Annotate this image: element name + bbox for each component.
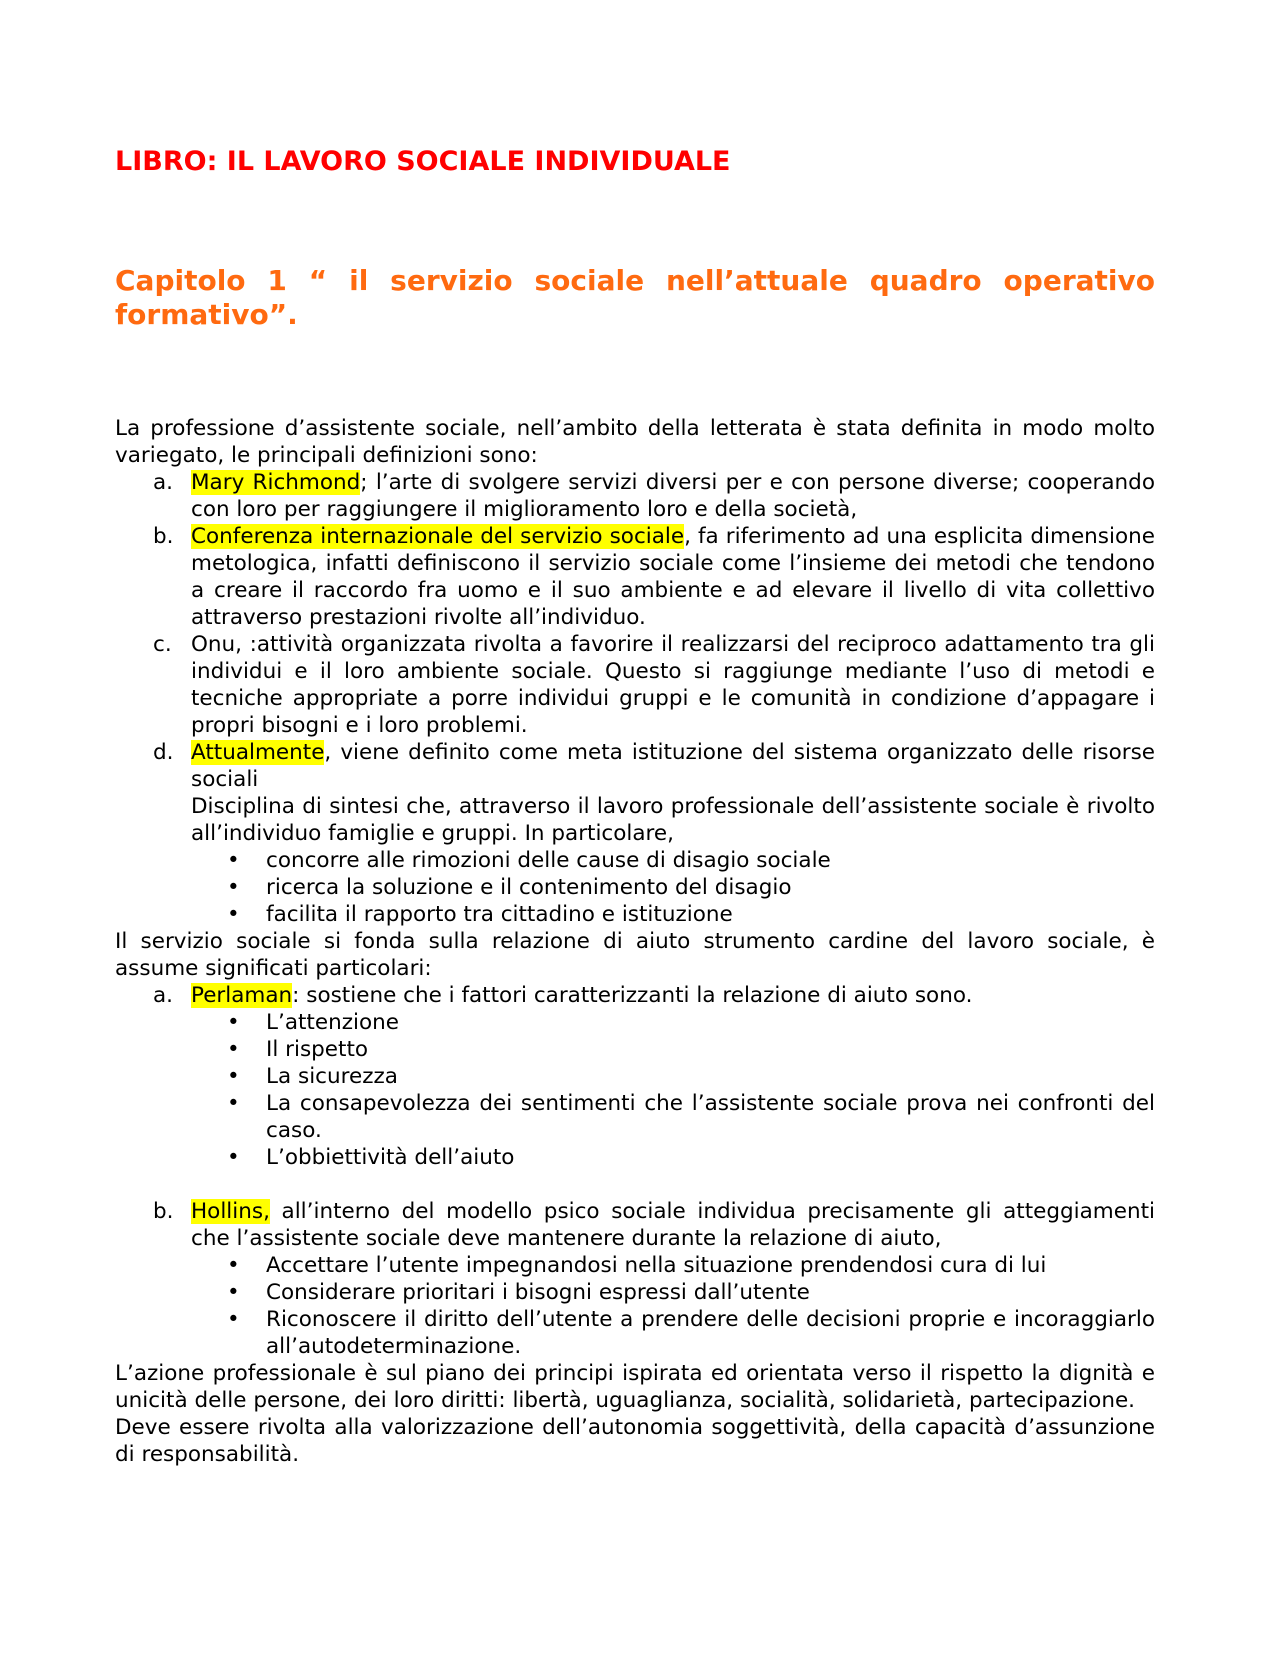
highlighted-term: Conferenza internazionale del servizio sociale (191, 524, 685, 549)
list-item: • Accettare l’utente impegnandosi nella situazione prendendosi cura di lui (227, 1253, 1047, 1278)
intro-paragraph: La professione d’assistente sociale, nell’ambito della letterata è stata definita in modo molto variegato, le principali definizioni sono: (115, 416, 1155, 468)
list-marker: c. (153, 632, 172, 657)
bullet-icon: • (227, 1145, 240, 1170)
list-item: • L’attenzione (227, 1010, 399, 1035)
list-item: • La consapevolezza dei sentimenti che l’assistente sociale prova nei confronti del caso. (227, 1091, 1155, 1143)
list-item: • La sicurezza (227, 1064, 398, 1089)
list-item: • Il rispetto (227, 1037, 369, 1062)
closing-paragraph-1: L’azione professionale è sul piano dei principi ispirata ed orientata verso il rispetto la dignità e unicità delle persone, dei loro diritti: libertà, uguaglianza, socialità, solidarietà, partecipazione. (115, 1361, 1155, 1413)
definition-text: : sostiene che i fattori caratterizzanti la relazione di aiuto sono. (292, 983, 973, 1008)
list-item: • concorre alle rimozioni delle cause di disagio sociale (227, 848, 831, 873)
definition-text: ; l’arte di svolgere servizi diversi per e con persone diverse; cooperando con loro per raggiungere il miglioramento loro e della società, (191, 470, 1155, 522)
list-item: • ricerca la soluzione e il contenimento del disagio (227, 875, 792, 900)
highlighted-term: Hollins, (191, 1199, 270, 1224)
bullet-icon: • (227, 902, 240, 927)
highlighted-term: Mary Richmond (191, 470, 361, 495)
bullet-icon: • (227, 1010, 240, 1035)
perlaman-item (115, 982, 1155, 1009)
synthesis-paragraph: Disciplina di sintesi che, attraverso il lavoro professionale dell’assistente sociale è rivolto all’individuo famiglie e gruppi. In particolare, (191, 794, 1155, 846)
bullet-icon: • (227, 1037, 240, 1062)
highlighted-term: Attualmente (191, 740, 325, 765)
blank-line (115, 1171, 1155, 1198)
list-item: • facilita il rapporto tra cittadino e istituzione (227, 902, 733, 927)
list-marker: a. (153, 983, 174, 1008)
definition-text: all’interno del modello psico sociale individua precisamente gli atteggiamenti che l’assistente sociale deve mantenere durante la relazione di aiuto, (191, 1199, 1155, 1251)
list-item: • Considerare prioritari i bisogni espressi dall’utente (227, 1280, 810, 1305)
definition-text: , viene definito come meta istituzione del sistema organizzato delle risorse sociali (191, 740, 1155, 792)
list-item: • Riconoscere il diritto dell’utente a prendere delle decisioni proprie e incoraggiarlo all’autodeterminazione. (227, 1307, 1155, 1359)
definition-text: Onu, :attività organizzata rivolta a favorire il realizzarsi del reciproco adattamento tra gli individui e il loro ambiente sociale. Questo si raggiunge mediante l’uso di metodi e tecniche appropriate a porre individui gruppi e le comunità in condizione d’appagare i propri bisogni e i loro problemi. (191, 632, 1155, 738)
list-marker: a. (153, 470, 174, 495)
list-marker: b. (153, 1199, 174, 1224)
list-marker: d. (153, 740, 174, 765)
body-text (115, 415, 1155, 1468)
definition-item-b (115, 523, 1155, 631)
book-title: LIBRO: IL LAVORO SOCIALE INDIVIDUALE (115, 146, 731, 177)
bullet-icon: • (227, 1307, 240, 1332)
highlighted-term: Perlaman (191, 983, 293, 1008)
bullet-icon: • (227, 1280, 240, 1305)
relation-paragraph: Il servizio sociale si fonda sulla relazione di aiuto strumento cardine del lavoro sociale, è assume significati particolari: (115, 929, 1155, 981)
list-marker: b. (153, 524, 174, 549)
hollins-item (115, 1198, 1155, 1252)
definition-item-c (115, 631, 1155, 739)
bullet-icon: • (227, 875, 240, 900)
bullet-icon: • (227, 1091, 240, 1116)
chapter-title: Capitolo 1 “ il servizio sociale nell’attuale quadro operativo formativo”. (115, 264, 1155, 331)
bullet-icon: • (227, 1064, 240, 1089)
list-item: • L’obbiettività dell’aiuto (227, 1145, 515, 1170)
definition-item-a (115, 469, 1155, 523)
bullet-icon: • (227, 848, 240, 873)
bullet-icon: • (227, 1253, 240, 1278)
definition-text: , fa riferimento ad una esplicita dimensione metologica, infatti definiscono il servizio sociale come l’insieme dei metodi che tendono a creare il raccordo fra uomo e il suo ambiente e ad elevare il livello di vita collettivo attraverso prestazioni rivolte all’individuo. (191, 524, 1155, 630)
closing-paragraph-2: Deve essere rivolta alla valorizzazione dell’autonomia soggettività, della capacità d’assunzione di responsabilità. (115, 1415, 1155, 1467)
definition-item-d (115, 739, 1155, 793)
